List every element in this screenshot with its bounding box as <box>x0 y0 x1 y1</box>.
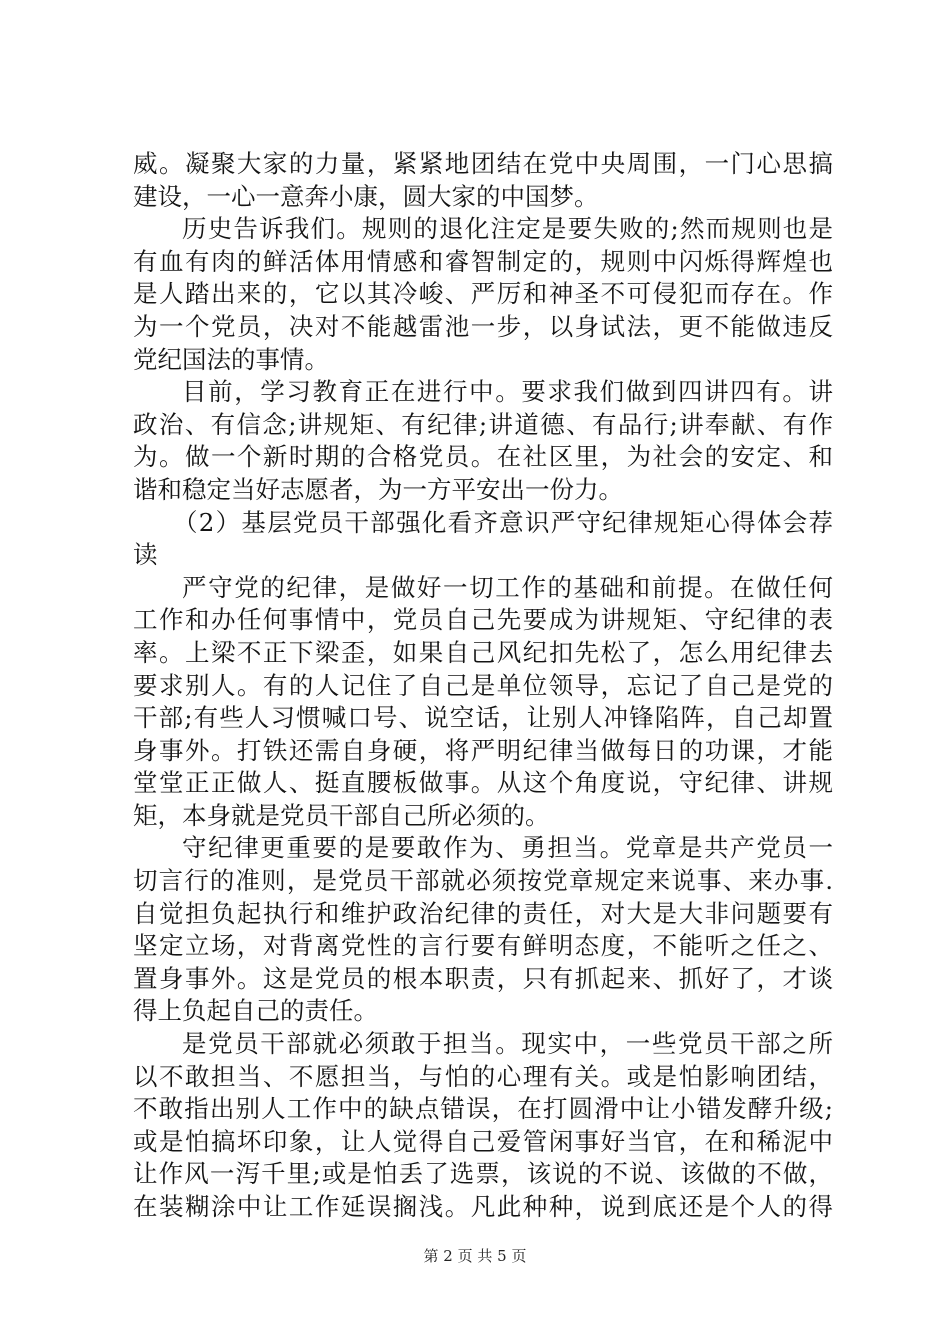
text-line: 置身事外。这是党员的根本职责，只有抓起来、抓好了，才谈 <box>133 963 833 993</box>
text-line: 威。凝聚大家的力量，紧紧地团结在党中央周围，一门心思搞 <box>133 149 833 178</box>
text-line: 在装糊涂中让工作延误搁浅。凡此种种，说到底还是个人的得 <box>133 1192 833 1221</box>
text-line: 或是怕搞坏印象，让人觉得自己爱管闲事好当官，在和稀泥中 <box>133 1126 833 1156</box>
text-line: 得上负起自己的责任。 <box>133 996 378 1026</box>
body-text <box>133 148 833 1224</box>
text-line: 为。做一个新时期的合格党员。在社区里，为社会的安定、和 <box>133 442 833 472</box>
text-line: 堂堂正正做人、挺直腰板做事。从这个角度说，守纪律、讲规 <box>133 768 833 798</box>
text-line: 让作风一泻千里;或是怕丢了选票，该说的不说、该做的不做， <box>133 1159 833 1189</box>
text-line: 严守党的纪律，是做好一切工作的基础和前提。在做任何 <box>182 572 833 602</box>
text-line: 读 <box>133 540 158 570</box>
text-line: 有血有肉的鲜活体用情感和睿智制定的，规则中闪烁得辉煌也 <box>133 246 833 276</box>
text-line: 目前，学习教育正在进行中。要求我们做到四讲四有。讲 <box>182 377 833 407</box>
page-footer: 第 2 页 共 5 页 <box>423 1247 527 1265</box>
text-line: 为一个党员，决对不能越雷池一步，以身试法，更不能做违反 <box>133 311 833 341</box>
text-line: 身事外。打铁还需自身硬，将严明纪律当做每日的功课，才能 <box>133 735 833 765</box>
text-line: 不敢指出别人工作中的缺点错误，在打圆滑中让小错发酵升级; <box>133 1094 833 1124</box>
text-line: 率。上梁不正下梁歪，如果自己风纪扣先松了，怎么用纪律去 <box>133 637 833 667</box>
text-line: 是人踏出来的，它以其冷峻、严厉和神圣不可侵犯而存在。作 <box>133 279 833 309</box>
text-line: 要求别人。有的人记住了自己是单位领导，忘记了自己是党的 <box>133 670 833 700</box>
text-line: 坚定立场，对背离党性的言行要有鲜明态度，不能听之任之、 <box>133 931 833 961</box>
text-line: 矩，本身就是党员干部自己所必须的。 <box>133 800 550 830</box>
text-line: 切言行的准则，是党员干部就必须按党章规定来说事、来办事. <box>133 866 833 896</box>
text-line: 谐和稳定当好志愿者，为一方平安出一份力。 <box>133 474 623 504</box>
text-line: 守纪律更重要的是要敢作为、勇担当。党章是共产党员一 <box>182 833 833 863</box>
text-line: 政治、有信念;讲规矩、有纪律;讲道德、有品行;讲奉献、有作 <box>133 409 833 439</box>
text-line: 党纪国法的事情。 <box>133 344 329 374</box>
text-line: 是党员干部就必须敢于担当。现实中，一些党员干部之所 <box>182 1029 833 1059</box>
text-line: 历史告诉我们。规则的退化注定是要失败的;然而规则也是 <box>182 214 833 244</box>
text-line: 自觉担负起执行和维护政治纪律的责任，对大是大非问题要有 <box>133 898 833 928</box>
text-line: （2）基层党员干部强化看齐意识严守纪律规矩心得体会荐 <box>173 507 833 537</box>
text-line: 建设，一心一意奔小康，圆大家的中国梦。 <box>133 181 599 211</box>
text-line: 干部;有些人习惯喊口号、说空话，让别人冲锋陷阵，自己却置 <box>133 703 833 733</box>
text-line: 工作和办任何事情中，党员自己先要成为讲规矩、守纪律的表 <box>133 605 833 635</box>
text-line: 以不敢担当、不愿担当，与怕的心理有关。或是怕影响团结， <box>133 1061 833 1091</box>
